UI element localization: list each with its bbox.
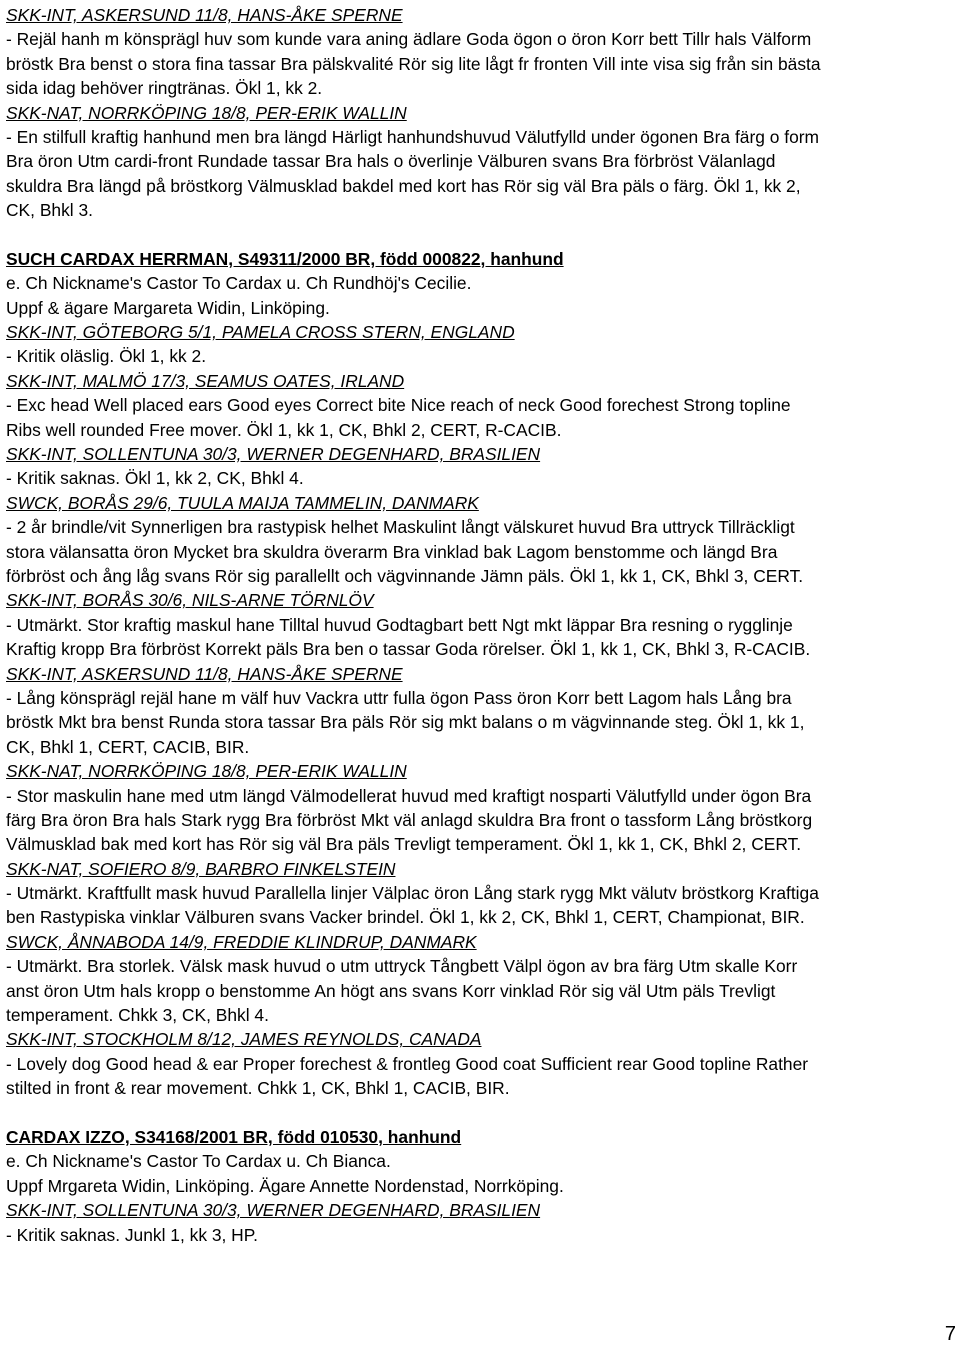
show-judge-heading: SKK-INT, MALMÖ 17/3, SEAMUS OATES, IRLAND <box>6 370 405 391</box>
show-judge-heading: SKK-INT, STOCKHOLM 8/12, JAMES REYNOLDS, CANADA <box>6 1029 482 1050</box>
show-judge-heading: SKK-INT, ASKERSUND 11/8, HANS-ÅKE SPERNE <box>6 663 403 684</box>
critique-text-line: - Kritik oläslig. Ökl 1, kk 2. <box>6 346 207 367</box>
document-page <box>6 3 954 1247</box>
critique-text-line: Ribs well rounded Free mover. Ökl 1, kk 1, CK, Bhkl 2, CERT, R-CACIB. <box>6 419 562 440</box>
spacer <box>6 223 954 247</box>
show-judge-heading: SKK-INT, SOLLENTUNA 30/3, WERNER DEGENHARD, BRASILIEN <box>6 444 541 465</box>
critique-text-line: - Exc head Well placed ears Good eyes Correct bite Nice reach of neck Good forechest Strong topline <box>6 395 791 416</box>
critique-text-line: - En stilfull kraftig hanhund men bra längd Härligt hanhundshuvud Välutfylld under ögonen Bra färg o form <box>6 126 820 147</box>
show-judge-heading: SKK-INT, SOLLENTUNA 30/3, WERNER DEGENHARD, BRASILIEN <box>6 1200 541 1221</box>
critique-text-line: - 2 år brindle/vit Synnerligen bra rastypisk helhet Maskulint långt välskuret huvud Bra uttryck Tillräckligt <box>6 517 795 538</box>
critique-text-line: bröstk Bra benst o stora fina tassar Bra pälskvalité Rör sig lite lågt fr fronten Vill inte visa sig från sin bästa <box>6 53 821 74</box>
show-judge-heading: SKK-INT, ASKERSUND 11/8, HANS-ÅKE SPERNE <box>6 5 403 25</box>
show-judge-heading: SKK-NAT, NORRKÖPING 18/8, PER-ERIK WALLIN <box>6 761 407 782</box>
show-judge-heading: SKK-NAT, SOFIERO 8/9, BARBRO FINKELSTEIN <box>6 858 396 879</box>
critique-text-line: ben Rastypiska vinklar Välburen svans Vacker brindel. Ökl 1, kk 2, CK, Bhkl 1, CERT, Championat, BIR. <box>6 907 805 928</box>
critique-text-line: e. Ch Nickname's Castor To Cardax u. Ch Rundhöj's Cecilie. <box>6 273 472 294</box>
spacer <box>6 1101 954 1125</box>
critique-text-line: sida idag behöver ringtränas. Ökl 1, kk 2. <box>6 78 323 99</box>
show-judge-heading: SWCK, ÅNNABODA 14/9, FREDDIE KLINDRUP, DANMARK <box>6 931 477 952</box>
critique-text-line: - Utmärkt. Bra storlek. Välsk mask huvud o utm uttryck Tångbett Välpl ögon av bra färg Utm skalle Korr <box>6 956 798 977</box>
critique-text-line: stora välansatta öron Mycket bra skuldra överarm Bra vinklad bak Lagom benstomme och längd Bra <box>6 541 778 562</box>
critique-text-line: skuldra Bra längd på bröstkorg Välmusklad bakdel med kort has Rör sig väl Bra päls o färg. Ökl 1, kk 2, <box>6 175 801 196</box>
critique-text-line: bröstk Mkt bra benst Runda stora tassar Bra päls Rör sig mkt balans o m vägvinnande steg. Ökl 1, kk 1, <box>6 712 805 733</box>
show-judge-heading: SWCK, BORÅS 29/6, TUULA MAIJA TAMMELIN, DANMARK <box>6 492 479 513</box>
critique-text-line: - Utmärkt. Stor kraftig maskul hane Tilltal huvud Godtagbart bett Ngt mkt läppar Bra resning o rygglinje <box>6 614 793 635</box>
critique-text-line: CK, Bhkl 1, CERT, CACIB, BIR. <box>6 736 250 757</box>
critique-text-line: färg Bra öron Bra hals Stark rygg Bra förbröst Mkt väl anlagd skuldra Bra front o tassform Lång bröstkorg <box>6 809 813 830</box>
critique-text-line: Uppf & ägare Margareta Widin, Linköping. <box>6 297 330 318</box>
critique-text-line: Bra öron Utm cardi-front Rundade tassar Bra hals o överlinje Välburen svans Bra förbröst Välanlagd <box>6 151 776 172</box>
critique-text-line: Välmusklad bak med kort has Rör sig väl Bra päls Trevligt temperament. Ökl 1, kk 1, CK, Bhkl 2, CERT. <box>6 834 802 855</box>
page-number: 7 <box>944 1323 956 1345</box>
critique-text-line: e. Ch Nickname's Castor To Cardax u. Ch Bianca. <box>6 1151 391 1172</box>
show-judge-heading: SKK-INT, GÖTEBORG 5/1, PAMELA CROSS STERN, ENGLAND <box>6 322 515 343</box>
critique-text-line: Kraftig kropp Bra förbröst Korrekt päls Bra ben o tassar Goda rörelser. Ökl 1, kk 1, CK, Bhkl 3, R-CACIB. <box>6 639 811 660</box>
critique-text-line: CK, Bhkl 3. <box>6 200 93 221</box>
critique-text-line: stilted in front & rear movement. Chkk 1, CK, Bhkl 1, CACIB, BIR. <box>6 1078 510 1099</box>
critique-text-line: förbröst och ång låg svans Rör sig parallellt och vägvinnande Jämn päls. Ökl 1, kk 1, CK, Bhkl 3, CERT. <box>6 565 804 586</box>
show-judge-heading: SKK-INT, BORÅS 30/6, NILS-ARNE TÖRNLÖV <box>6 590 374 611</box>
critique-text-line: - Kritik saknas. Ökl 1, kk 2, CK, Bhkl 4. <box>6 468 304 489</box>
critique-text-line: Uppf Mrgareta Widin, Linköping. Ägare Annette Nordenstad, Norrköping. <box>6 1175 564 1196</box>
show-judge-heading: SKK-NAT, NORRKÖPING 18/8, PER-ERIK WALLIN <box>6 102 407 123</box>
critique-text-line: temperament. Chkk 3, CK, Bhkl 4. <box>6 1005 269 1026</box>
critique-text-line: - Kritik saknas. Junkl 1, kk 3, HP. <box>6 1224 258 1245</box>
dog-title: SUCH CARDAX HERRMAN, S49311/2000 BR, född 000822, hanhund <box>6 248 564 269</box>
dog-title: CARDAX IZZO, S34168/2001 BR, född 010530, hanhund <box>6 1126 462 1147</box>
critique-text-line: - Stor maskulin hane med utm längd Välmodellerat huvud med kraftigt nosparti Välutfylld under ögon Bra <box>6 785 812 806</box>
critique-text-line: anst öron Utm hals kropp o benstomme An högt ans svans Korr vinklad Rör sig väl Utm päls Trevligt <box>6 980 776 1001</box>
critique-text-line: - Rejäl hanh m könsprägl huv som kunde vara aning ädlare Goda ögon o öron Korr bett Tillr hals Välform <box>6 29 812 50</box>
critique-text-line: - Utmärkt. Kraftfullt mask huvud Parallella linjer Välplac öron Lång stark rygg Mkt välutv bröstkorg Kraftiga <box>6 883 819 904</box>
critique-text-line: - Lång könsprägl rejäl hane m välf huv Vackra uttr fulla ögon Pass öron Korr bett Lagom hals Lång bra <box>6 687 792 708</box>
critique-text-line: - Lovely dog Good head & ear Proper forechest & frontleg Good coat Sufficient rear Good topline Rather <box>6 1053 809 1074</box>
